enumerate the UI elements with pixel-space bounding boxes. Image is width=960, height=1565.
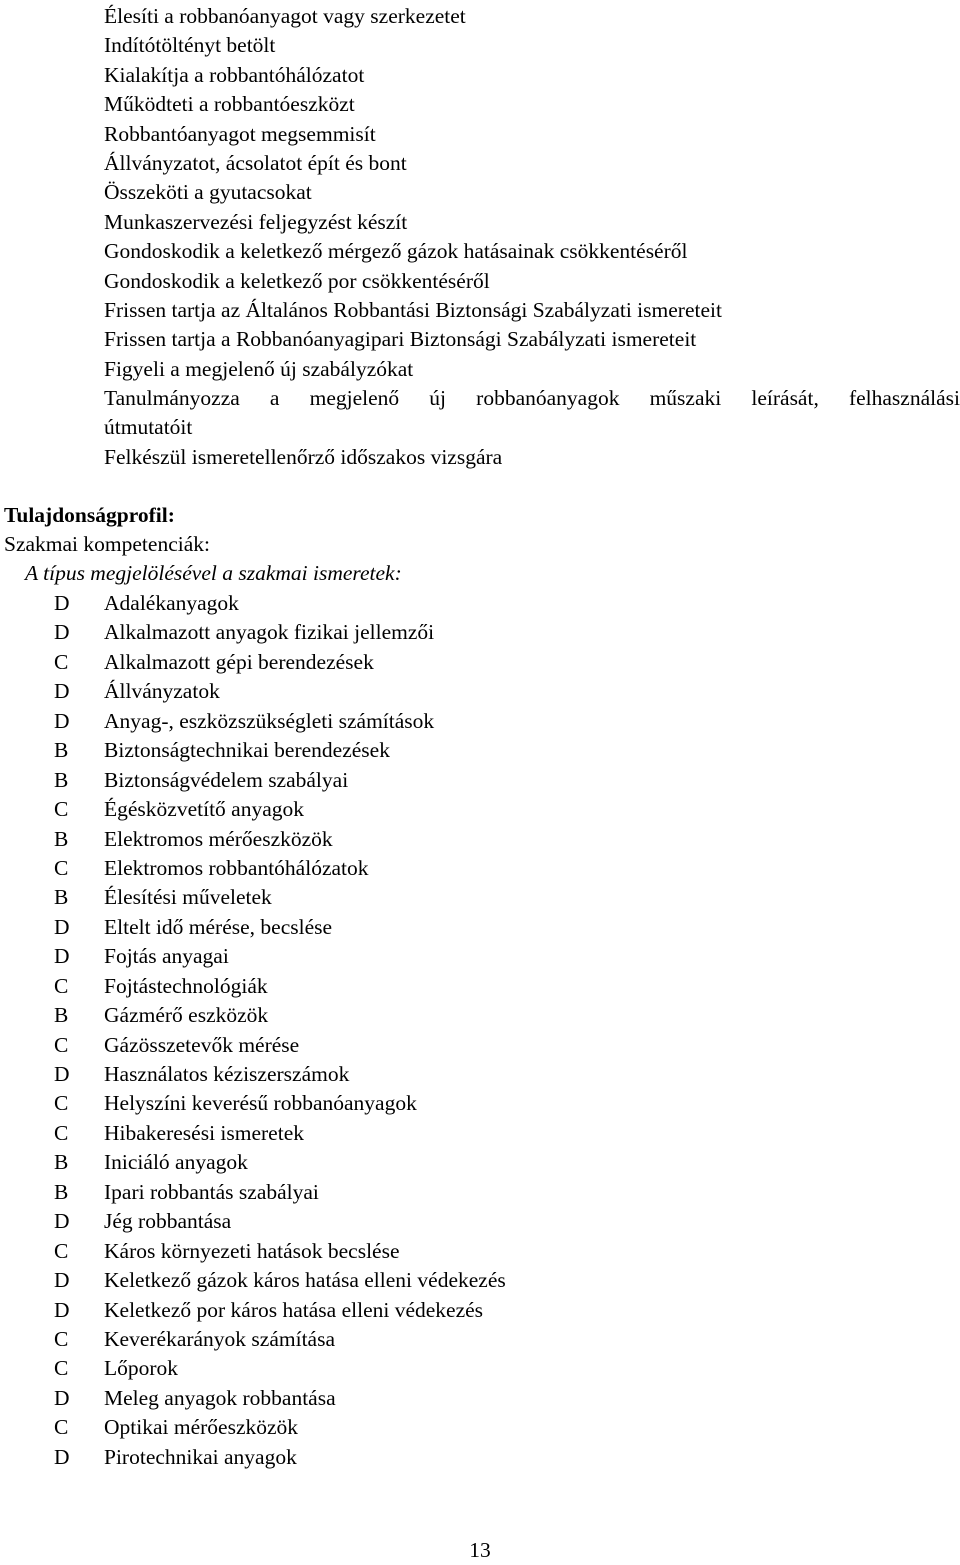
skill-type-code: D	[54, 620, 70, 645]
skill-name: Égésközvetítő anyagok	[104, 797, 305, 822]
skill-list	[0, 589, 960, 1472]
task-item: Munkaszervezési feljegyzést készít	[104, 209, 408, 234]
skill-type-code: D	[54, 679, 70, 704]
skill-name: Iniciáló anyagok	[104, 1150, 248, 1175]
skill-type-code: D	[54, 708, 70, 733]
skill-type-code: D	[54, 944, 70, 969]
skill-type-code: C	[54, 649, 69, 674]
task-item: Állványzatot, ácsolatot épít és bont	[104, 150, 407, 175]
section-heading: Tulajdonságprofil:	[4, 503, 175, 527]
skill-name: Gázösszetevők mérése	[104, 1032, 300, 1057]
task-item: Frissen tartja az Általános Robbantási Biztonsági Szabályzati ismereteit	[104, 297, 722, 322]
skill-type-code: C	[54, 1032, 69, 1057]
skill-name: Használatos kéziszerszámok	[104, 1062, 350, 1086]
task-item: Figyeli a megjelenő új szabályzókat	[104, 356, 414, 381]
task-item-wrapped-line1: Tanulmányozza a megjelenő új robbanóanyagok műszaki leírását, felhasználási	[104, 386, 960, 411]
skill-name: Biztonságvédelem szabályai	[104, 767, 349, 792]
skill-name: Biztonságtechnikai berendezések	[104, 738, 390, 763]
skill-row	[0, 1001, 960, 1030]
skill-type-code: B	[54, 1003, 69, 1028]
skill-type-code: B	[54, 885, 69, 910]
skill-name: Gázmérő eszközök	[104, 1003, 269, 1028]
skill-row	[0, 707, 960, 736]
skill-row	[0, 1354, 960, 1383]
skill-row	[0, 1237, 960, 1266]
skill-name: Ipari robbantás szabályai	[104, 1179, 319, 1204]
skill-row	[0, 736, 960, 765]
skill-row	[0, 795, 960, 824]
skill-type-code: D	[54, 914, 70, 939]
skill-name: Elektromos mérőeszközök	[104, 826, 333, 851]
skill-name: Élesítési műveletek	[104, 885, 272, 910]
skill-type-code: C	[54, 1356, 69, 1381]
skill-row	[0, 1031, 960, 1060]
skill-name: Keletkező por káros hatása elleni védekezés	[104, 1297, 484, 1322]
section-subheading: Szakmai kompetenciák:	[4, 532, 210, 556]
task-item: Összeköti a gyutacsokat	[104, 180, 312, 205]
skill-row	[0, 677, 960, 706]
skill-name: Anyag-, eszközszükségleti számítások	[104, 708, 435, 733]
skill-row	[0, 1119, 960, 1148]
task-item: Gondoskodik a keletkező mérgező gázok hatásainak csökkentéséről	[104, 239, 688, 264]
skill-name: Fojtás anyagai	[104, 944, 229, 969]
skill-type-code: D	[54, 1444, 70, 1469]
task-item: Gondoskodik a keletkező por csökkentéséről	[104, 268, 490, 293]
skill-row	[0, 589, 960, 618]
skill-type-code: C	[54, 1326, 69, 1351]
skill-type-code: D	[54, 1209, 70, 1234]
skill-row	[0, 648, 960, 677]
skill-row	[0, 1443, 960, 1472]
skill-name: Elektromos robbantóhálózatok	[104, 855, 369, 880]
skill-row	[0, 854, 960, 883]
skill-name: Alkalmazott gépi berendezések	[104, 649, 374, 674]
skill-name: Meleg anyagok robbantása	[104, 1385, 336, 1410]
task-item: Felkészül ismeretellenőrző időszakos vizsgára	[104, 444, 503, 469]
skill-name: Jég robbantása	[104, 1209, 232, 1234]
skill-name: Állványzatok	[104, 679, 220, 704]
skill-type-code: D	[54, 591, 70, 615]
type-legend: A típus megjelölésével a szakmai ismeretek:	[25, 561, 402, 585]
task-item: Működteti a robbantóeszközt	[104, 92, 355, 117]
skill-name: Pirotechnikai anyagok	[104, 1444, 297, 1469]
skill-row	[0, 1178, 960, 1207]
skill-name: Fojtástechnológiák	[104, 973, 268, 998]
skill-type-code: C	[54, 1415, 69, 1440]
skill-row	[0, 883, 960, 912]
skill-row	[0, 1413, 960, 1442]
skill-type-code: C	[54, 1120, 69, 1145]
skill-name: Optikai mérőeszközök	[104, 1415, 299, 1440]
property-profile	[4, 501, 954, 588]
skill-row	[0, 1266, 960, 1295]
skill-row	[0, 1296, 960, 1325]
skill-type-code: C	[54, 973, 69, 998]
task-item: Kialakítja a robbantóhálózatot	[104, 62, 365, 87]
skill-row	[0, 825, 960, 854]
skill-type-code: C	[54, 797, 69, 822]
skill-name: Helyszíni keverésű robbanóanyagok	[104, 1091, 417, 1116]
skill-row	[0, 1148, 960, 1177]
skill-type-code: D	[54, 1385, 70, 1410]
skill-type-code: B	[54, 767, 69, 792]
skill-type-code: D	[54, 1297, 70, 1322]
task-item: Frissen tartja a Robbanóanyagipari Biztonsági Szabályzati ismereteit	[104, 327, 697, 352]
skill-row	[0, 1325, 960, 1354]
skill-type-code: C	[54, 855, 69, 880]
skill-name: Keletkező gázok káros hatása elleni védekezés	[104, 1268, 506, 1293]
skill-row	[0, 942, 960, 971]
task-item-wrapped-line2: útmutatóit	[104, 415, 193, 440]
skill-type-code: B	[54, 738, 69, 763]
task-list	[104, 2, 960, 472]
skill-name: Hibakeresési ismeretek	[104, 1120, 304, 1145]
skill-name: Keverékarányok számítása	[104, 1326, 336, 1351]
task-item: Élesíti a robbanóanyagot vagy szerkezetet	[104, 4, 466, 28]
skill-row	[0, 913, 960, 942]
skill-name: Lőporok	[104, 1356, 179, 1381]
skill-row	[0, 766, 960, 795]
skill-name: Káros környezeti hatások becslése	[104, 1238, 400, 1263]
skill-row	[0, 972, 960, 1001]
skill-type-code: C	[54, 1091, 69, 1116]
skill-name: Eltelt idő mérése, becslése	[104, 914, 333, 939]
skill-type-code: D	[54, 1268, 70, 1293]
skill-row	[0, 1384, 960, 1413]
skill-row	[0, 1060, 960, 1089]
skill-name: Adalékanyagok	[104, 591, 239, 615]
skill-type-code: B	[54, 1150, 69, 1175]
task-item: Indítótöltényt betölt	[104, 33, 276, 58]
skill-row	[0, 1089, 960, 1118]
skill-name: Alkalmazott anyagok fizikai jellemzői	[104, 620, 435, 645]
skill-row	[0, 618, 960, 647]
skill-type-code: B	[54, 1179, 69, 1204]
task-item: Robbantóanyagot megsemmisít	[104, 121, 376, 146]
skill-type-code: D	[54, 1062, 70, 1086]
page-number: 13	[469, 1538, 491, 1562]
skill-row	[0, 1207, 960, 1236]
skill-type-code: C	[54, 1238, 69, 1263]
skill-type-code: B	[54, 826, 69, 851]
